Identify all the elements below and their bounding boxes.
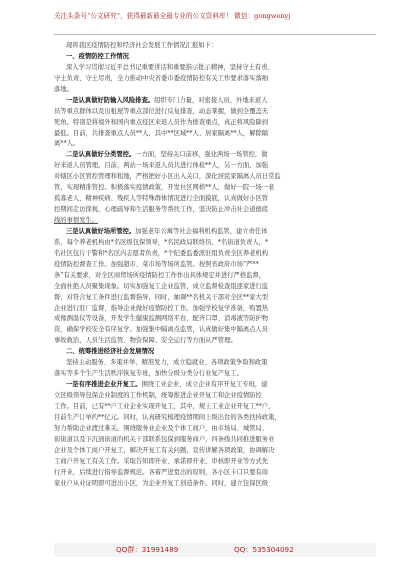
- line-text: 好来返人员管理。目前，两站一场来返人员共进行体检**人，另一方面，加强: [54, 162, 269, 170]
- line-text: 目前生产订单约**亿元。同时，认真研究梳理疫情期间上级出台的各类扶持政策，: [54, 413, 281, 421]
- footer-qq-contact: QQ：535304092: [234, 545, 294, 554]
- body-line: [54, 85, 376, 96]
- header-divider: [54, 34, 376, 35]
- body-line: [54, 205, 376, 216]
- line-text: 企业进行驻厂监督，指导企业做好疫情防控工作。加强学校复学准备，购置热: [54, 304, 269, 312]
- body-line: [54, 413, 376, 424]
- line-text: 控期间走访探视，心理疏导和生活服务等帮扶工作，坚决防止冲击社会道德底: [54, 206, 269, 214]
- paragraph-lead: 三是认真做好场所管控。: [66, 227, 136, 235]
- line-text: 落地。: [54, 85, 73, 93]
- line-text: 条”有关要求，对全区商贸场所疫情防控工作作出具体规定并进行严格监督，: [54, 271, 266, 279]
- document-body: [54, 41, 376, 489]
- header-notice: 关注头条号“公文研究”，获得最新最全最专业的公文资料库！ 微信：gongwenyj: [54, 12, 291, 20]
- line-text: 对辖区小区管控管理和租地，严格把好小区出入关口，深化居民家隔离人员日常监: [54, 173, 281, 181]
- body-line: [54, 129, 376, 140]
- body-line: [54, 304, 376, 315]
- body-line: [54, 63, 376, 74]
- body-line: [54, 216, 376, 227]
- section-heading: [54, 52, 376, 63]
- body-line: [54, 238, 376, 249]
- line-text: 最低。目前，共排查重点人员**人，其中**区域**人、居家隔离**人，解除隔: [54, 129, 269, 137]
- line-text: 系，每个养老机构由*名区级包保领导，*名民政局联络员，*名街道负责人，*: [54, 238, 269, 246]
- line-text: 家业户从业证明即可进出小区，为企业开复工创造条件。同时，建立包保区级: [54, 479, 269, 487]
- body-line: [54, 325, 376, 336]
- footer-bar: [54, 543, 376, 557]
- body-line: [54, 96, 376, 107]
- line-text: 坚持主动服务、多策并举、精准发力，成立稳就业、各项政策争取和政策: [66, 359, 268, 367]
- line-text: 全面杜绝人员聚集现象。切实加强复工企业监管，成立监督检查组逐家进行监: [54, 282, 269, 290]
- line-text: 二、统筹推进经济社会发展情况: [66, 348, 155, 356]
- line-text: 现将我区疫情防控和经济社会发展工作情况汇报如下：: [66, 42, 218, 49]
- body-line: [54, 194, 376, 205]
- line-text: 疫情防控督查工作。加强超市、菜市场等场所监管。按照省政府市场“严**: [54, 260, 259, 268]
- line-text: 成像测温仪等设备，开发学生健康监测网络平台，配齐口罩、消毒液等防护物: [54, 315, 269, 323]
- body-line: [54, 479, 376, 490]
- body-line: [54, 139, 376, 150]
- line-text: 离**人。: [54, 140, 80, 148]
- body-line: [54, 435, 376, 446]
- body-line: [54, 41, 376, 52]
- body-line: [54, 183, 376, 194]
- body-line: [54, 227, 376, 238]
- line-text: 死角。特别是将境外和国内重点疫区来返人员作为排查重点，真正将风险降到: [54, 118, 269, 126]
- line-text: 员等重点群体以及出租屋等重点部位进行反复排查，动态掌握，做到全覆盖无: [54, 107, 269, 115]
- line-text: 线的事情发生。: [54, 217, 99, 224]
- body-line: [54, 402, 376, 413]
- line-text: 一方面，坚持关口前移，强化两场一场管控，做: [135, 151, 268, 159]
- body-line: [54, 74, 376, 85]
- body-line: [54, 172, 376, 183]
- body-line: [54, 468, 376, 479]
- line-text: 工作。目前，已有**户工业企业实现开复工，其中，规上工业企业开复工**户，: [54, 402, 275, 410]
- line-text: 组织专门力量，对密接人员、外地来返人: [154, 96, 268, 104]
- line-text: 企业及个体工商户开复工，解决开复工有关问题，宣传讲解各项政策，协调解决: [54, 446, 275, 454]
- body-line: [54, 457, 376, 468]
- section-heading: [54, 347, 376, 358]
- paragraph-lead: 一是有序推进企业开复工。: [66, 381, 142, 389]
- body-line: [54, 424, 376, 435]
- paragraph-lead: 二是认真做好分类管控。: [66, 151, 136, 159]
- body-line: [54, 161, 376, 172]
- body-line: [54, 314, 376, 325]
- body-line: [54, 282, 376, 293]
- line-text: 督，对符合复工条件进行监督指导，同时，抽调**名机关干部对全区**家大型: [54, 293, 269, 301]
- line-text: 管，实现精准管控。积极落实疫情政策，开发社区网格**人，做好一院一场一老: [54, 184, 275, 192]
- line-text: 事故救治，人员生活监管、物资保障、安全运行等方面从严管理。: [54, 337, 237, 345]
- paragraph-lead: 一是认真做好防输入风险排查。: [66, 96, 155, 104]
- line-text: 名社区包片干警和*名区内志愿者负责，*个纪委监委派驻组负责全区养老机构: [54, 249, 269, 257]
- body-line: [54, 293, 376, 304]
- line-text: 资，确保学校安全有序复学。加强集中隔离点监管，认真做好集中隔离点人员: [54, 326, 269, 334]
- line-text: 一、疫情防控工作情况: [66, 52, 129, 60]
- body-line: [54, 336, 376, 347]
- line-text: 围绕工业企业，成立企业有序开复工专班，建: [141, 381, 268, 389]
- line-text: 孤寡老人、精神疾病、残疾人等特殊群体情况进行全面摸底，认真做好小区管: [54, 195, 269, 203]
- line-text: 工商户开复工有关工作。采取告知即开业、承诺即开业、审核即开业等方式先: [54, 457, 269, 465]
- body-line: [54, 446, 376, 457]
- line-text: 落实等多个生产生活秩序恢复专班，加快分级分类分行业复产复工。: [54, 370, 243, 378]
- footer-qq-group: QQ群：31991489: [116, 545, 179, 554]
- line-text: 守土负责、守土尽责，全力推动中央省委市委疫情防控有关工作要求落实落细: [54, 74, 269, 82]
- body-line: [54, 260, 376, 271]
- line-text: 加强老年公寓等社会福利机构监管，建立责任体: [135, 227, 268, 235]
- body-line: [54, 271, 376, 282]
- line-text: 街街道以及下沉到街道的机关干部联系包保到服务商户，四条线共同推进服务业: [54, 435, 275, 443]
- body-line: [54, 391, 376, 402]
- body-line: [54, 380, 376, 391]
- line-text: 努力帮助企业渡过难关。围绕服务业企业及个体工商户，由市场局、城管局、: [54, 424, 269, 432]
- body-line: [54, 150, 376, 161]
- body-line: [54, 118, 376, 129]
- line-text: 立区级领导包保企业制度的工作机制，统筹推进企业开复工和企业疫情防控: [54, 392, 262, 399]
- line-text: 深入学习贯彻习近平总书记重要讲话和重要指示批示精神，坚持守土有责、: [66, 63, 274, 71]
- body-line: [54, 358, 376, 369]
- body-line: [54, 249, 376, 260]
- line-text: 行开业，后续进行指导监督规范。各着严进宽出的原则，各小区卡口只要有商: [54, 468, 269, 476]
- body-line: [54, 107, 376, 118]
- body-line: [54, 369, 376, 380]
